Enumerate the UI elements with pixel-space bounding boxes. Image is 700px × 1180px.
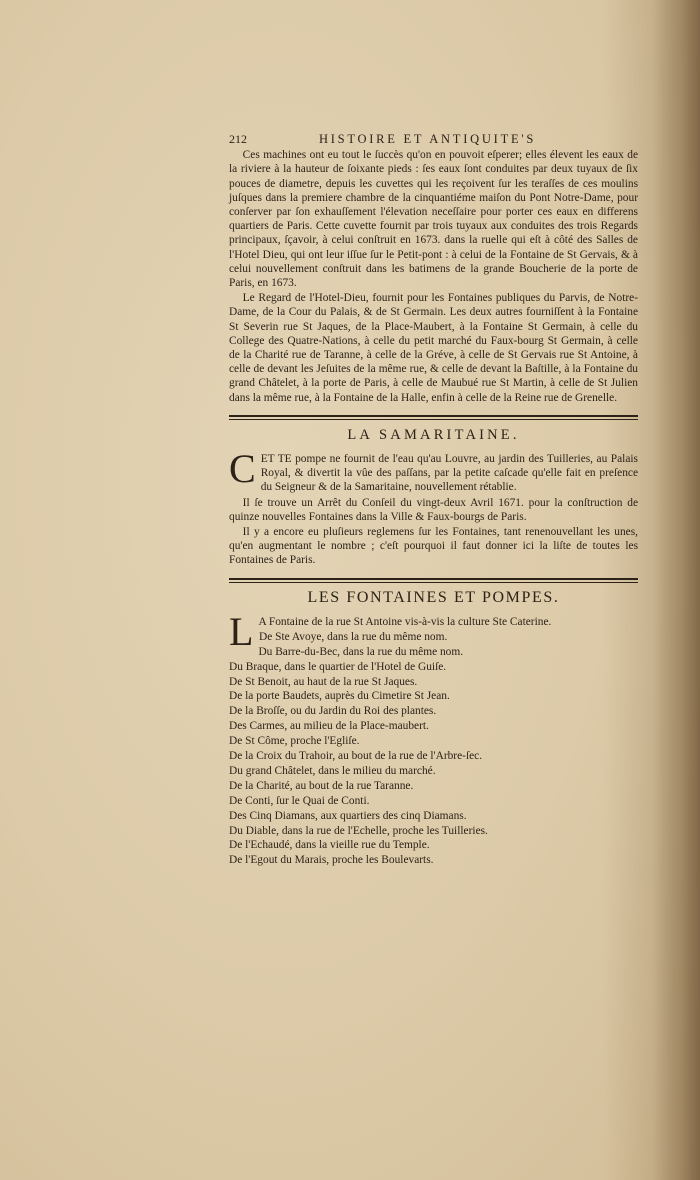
list-item: Du grand Châtelet, dans le milieu du marché. (229, 764, 436, 777)
list-item: De la porte Baudets, auprès du Cimetire St Jean. (229, 690, 450, 703)
list-item: De l'Egout du Marais, proche les Boulevarts. (229, 854, 434, 867)
samaritaine-paragraph-2: Il ſe trouve un Arrêt du Conſeil du vingt-deux Avril 1671. pour la conſtruction de quinze nouvelles Fontaines dans la Ville & Faux-bourgs de Paris. (229, 496, 638, 523)
list-item: De St Côme, proche l'Egliſe. (229, 735, 360, 748)
section-divider (229, 415, 638, 420)
list-item: Des Cinq Diamans, aux quartiers des cinq Diamans. (229, 809, 467, 822)
list-item: De la Broſſe, ou du Jardin du Roi des plantes. (229, 705, 437, 718)
section-divider (229, 578, 638, 583)
intro-paragraph-1: Ces machines ont eu tout le ſuccès qu'on en pouvoit eſperer; elles élevent les eaux de la riviere à la hauteur de ſoixante pieds : ſes eaux ſont conduites par deux tuyaux de ſix pouces de diametre, depuis les cuvettes qui les reçoivent ſur les teraſſes de ces moulins juſques dans la premiere chambre de la cinquantiéme maiſon du Pont Notre-Dame, pour conſerver par ſon exhauſſement l'élevation neceſſaire pour porter ces eaux en differens quartiers de Paris. Cette cuvette fournit par trois tuyaux aux conduites des trois Regards principaux, ſçavoir, à celui conſtruit en 1673. dans la ruelle qui eſt à côté des Salles de l'Hotel Dieu, qui ont leur iſſue ſur le Petit-pont : à celui de la Fontaine de St Gervais, & à celui nouvellement conſtruit dans les batimens de la grande Boucherie de la porte de Paris, en 1673. (229, 149, 638, 290)
list-item: De la Croix du Trahoir, au bout de la rue de l'Arbre-ſec. (229, 750, 483, 763)
list-item: Du Braque, dans le quartier de l'Hotel de Guiſe. (229, 660, 447, 673)
list-item: De Conti, ſur le Quai de Conti. (229, 794, 370, 807)
page-content (229, 132, 638, 868)
list-item: De la Charité, au bout de la rue Taranne. (229, 779, 414, 792)
running-head (229, 132, 638, 146)
running-title: HISTOIRE ET ANTIQUITE'S (318, 132, 537, 146)
samaritaine-first-text: ET TE pompe ne fournit de l'eau qu'au Louvre, au jardin des Tuilleries, au Palais Royal, & divertit la vûe des paſſans, par la petite caſcade qu'elle fait en preſence du Seigneur & de la Samaritaine, nouvellement rétablie. (260, 453, 638, 494)
list-item: De Ste Avoye, dans la rue du même nom. (259, 630, 448, 643)
list-item: Des Carmes, au milieu de la Place-maubert. (229, 720, 429, 733)
dropcap-c: C (229, 446, 256, 492)
samaritaine-first-paragraph (229, 446, 638, 495)
list-item: Du Barre-du-Bec, dans la rue du même nom. (258, 645, 464, 658)
dropcap-l: L (229, 608, 254, 654)
page-number: 212 (229, 132, 247, 146)
section-title-fontaines: LES FONTAINES ET POMPES. (307, 588, 560, 606)
page-gutter-shadow (654, 0, 700, 1180)
fountain-list (229, 608, 638, 868)
list-item: L A Fontaine de la rue St Antoine vis-à-vis la culture Ste Caterine. (229, 608, 552, 654)
samaritaine-paragraph-3: Il y a encore eu pluſieurs reglemens ſur les Fontaines, tant renenouvellant les unes, qu'en augmentant le nombre ; c'eſt pourquoi il faut donner ici la liſte de toutes les Fontaines de Paris. (229, 526, 638, 567)
section-title-samaritaine: LA SAMARITAINE. (347, 426, 520, 443)
intro-paragraph-2: Le Regard de l'Hotel-Dieu, fournit pour les Fontaines publiques du Parvis, de Notre-Dame, de la Cour du Palais, & de St Germain. Les deux autres fourniſſent à la Fontaine St Severin rue St Jaques, de la Place-Maubert, à la Fontaine St Germain, à celle du College des Quatre-Nations, à celle du petit marché du Faux-bourg St Germain, à celle de la Charité rue de Taranne, à celle de la Gréve, à celle de St Gervais rue St Antoine, à celle de devant les Jeſuites de la même rue, & celle de devant la Baſtille, à la Fontaine du grand Châtelet, à la porte de Paris, à celle de Maubué rue St Martin, à celle de St Julien dans la même rue, à la Fontaine de la Halle, enfin à celle de la Reine rue de Grenelle. (229, 292, 638, 404)
list-item: Du Diable, dans la rue de l'Echelle, proche les Tuilleries. (229, 824, 488, 837)
list-item: De St Benoit, au haut de la rue St Jaques. (229, 675, 418, 688)
list-item: De l'Echaudé, dans la vieille rue du Temple. (229, 839, 430, 852)
